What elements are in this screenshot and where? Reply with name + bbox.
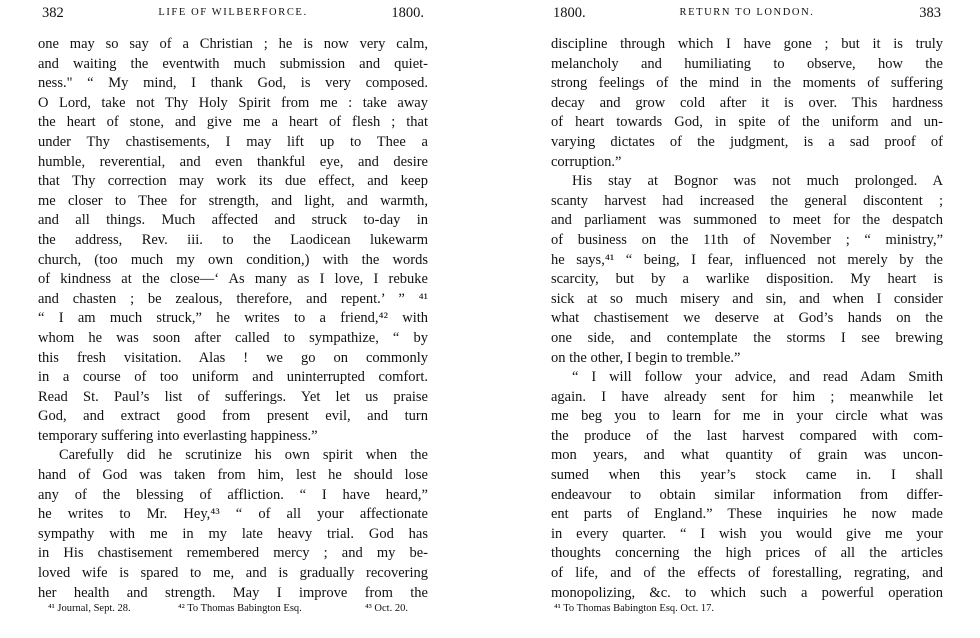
left-running-title: LIFE OF WILBERFORCE. (158, 7, 308, 18)
right-footnotes (551, 600, 943, 618)
footnote-41-right: ⁴¹ To Thomas Babington Esq. Oct. 17. (554, 603, 714, 614)
text-line: in His chastisement remembered mercy ; and my be- (38, 545, 428, 562)
text-line: “ I am much struck,” he writes to a friend,⁴² with (38, 310, 428, 327)
text-line: God, and extract good from present evil, and turn (38, 408, 428, 425)
text-line: of business on the 11th of November ; “ ministry,” (551, 231, 943, 248)
text-line: O Lord, take not Thy Holy Spirit from me : take away (38, 94, 428, 111)
left-page (38, 0, 428, 638)
left-page-header (38, 0, 428, 26)
text-line: corruption.” (551, 153, 622, 170)
right-page-header (551, 0, 943, 26)
left-page-body (38, 35, 428, 603)
text-line: temporary suffering into everlasting happiness.” (38, 427, 318, 444)
text-line: he writes to Mr. Hey,⁴³ “ of all your affectionate (38, 506, 428, 523)
text-line: in a course of too uniform and uninterrupted comfort. (38, 369, 428, 386)
footnote-41: ⁴¹ Journal, Sept. 28. (48, 603, 131, 614)
footnote-42: ⁴² To Thomas Babington Esq. (178, 603, 302, 614)
text-line: this fresh visitation. Alas ! we go on commonly (38, 349, 428, 366)
text-line: thoughts concerning the high prices of all the articles (551, 545, 943, 562)
page-gutter (476, 0, 506, 638)
text-line: discipline through which I have gone ; but it is truly (551, 36, 943, 52)
right-running-title: RETURN TO LONDON. (679, 7, 815, 18)
text-line: of life, and of the effects of forestalling, regrating, and (551, 565, 943, 582)
text-line: what chastisement we deserve at God’s hands on the (551, 310, 943, 327)
text-line: ent parts of England.” These inquiries he now made (551, 506, 943, 523)
right-page-number: 383 (919, 5, 941, 21)
left-page-year: 1800. (391, 5, 424, 21)
text-line: again. I have already sent for him ; meanwhile let (551, 388, 943, 405)
text-line: the address, Rev. iii. to the Laodicean lukewarm (38, 231, 428, 248)
text-line: and all things. Much affected and struck to-day in (38, 212, 428, 229)
right-page-year: 1800. (553, 5, 586, 21)
text-line: monopolizing, &c. to which such a powerful operation (551, 584, 943, 601)
footnote-43: ⁴³ Oct. 20. (365, 603, 408, 614)
text-line: ness." “ My mind, I thank God, is very composed. (38, 75, 428, 92)
text-line: that Thy correction may work its due effect, and keep (38, 173, 428, 190)
text-line: under Thy chastisements, I may lift up to Thee a (38, 133, 428, 150)
text-line: one may so say of a Christian ; he is now very calm, (38, 36, 428, 52)
text-line: me beg you to learn for me in your circle what was (551, 408, 943, 425)
text-line: her health and strength. May I improve from the (38, 584, 428, 601)
text-line: endeavour to obtain similar information from differ- (551, 486, 943, 503)
text-line: of kindness at the close—‘ As many as I love, I rebuke (38, 271, 428, 288)
left-page-number: 382 (42, 5, 64, 21)
text-line: me closer to Thee for strength, and light, and warmth, (38, 192, 428, 209)
text-line: Read St. Paul’s list of sufferings. Yet let us praise (38, 388, 428, 405)
text-line: varying dictates of the judgment, is a sad proof of (551, 133, 943, 150)
text-line: of heart towards God, in spite of the uniform and un- (551, 114, 943, 131)
text-line: and parliament was summoned to meet for the despatch (551, 212, 943, 229)
text-line: loved wife is spared to me, and is gradually recovering (38, 565, 428, 582)
text-line: strong feelings of the mind in the moments of suffering (551, 75, 943, 92)
text-line: any of the blessing of affliction. “ I have heard,” (38, 486, 428, 503)
right-page-body (551, 35, 943, 603)
text-line: the produce of the last harvest compared with com- (551, 427, 943, 444)
text-line: humble, reverential, and even thankful eye, and desire (38, 153, 428, 170)
text-line: scarcity, but by a warlike disposition. My heart is (551, 271, 943, 288)
text-line: one side, and contemplate the storms I see brewing (551, 329, 943, 346)
text-line: mon years, and what quantity of grain was uncon- (551, 447, 943, 464)
text-line: “ I will follow your advice, and read Adam Smith (572, 369, 943, 386)
text-line: the heart of stone, and give me a heart of flesh ; that (38, 114, 428, 131)
text-line: whom he was soon after called to sympathize, “ by (38, 329, 428, 346)
text-line: decay and grow cold after it is over. This hardness (551, 94, 943, 111)
text-line: Carefully did he scrutinize his own spirit when the (59, 447, 428, 464)
text-line: sumed when this year’s stock came in. I shall (551, 467, 943, 484)
text-line: scanty harvest had increased the general discontent ; (551, 192, 943, 209)
text-line: His stay at Bognor was not much prolonged. A (572, 173, 943, 190)
text-line: sympathy with me in my late heavy trial. God has (38, 525, 428, 542)
text-line: and chasten ; be zealous, therefore, and repent.’ ” ⁴¹ (38, 290, 428, 307)
text-line: sick at so much misery and sin, and when I consider (551, 290, 943, 307)
text-line: he says,⁴¹ “ being, I fear, influenced not merely by the (551, 251, 943, 268)
text-line: in every quarter. “ I wish you would give me your (551, 525, 943, 542)
text-line: melancholy and humiliating to observe, how the (551, 55, 943, 72)
right-page (551, 0, 943, 638)
text-line: hand of God was taken from him, lest he should lose (38, 467, 428, 484)
text-line: church, (too much my own condition,) with the words (38, 251, 428, 268)
text-line: on the other, I begin to tremble.” (551, 349, 741, 366)
text-line: and waiting the eventwith much submission and quiet- (38, 55, 428, 72)
